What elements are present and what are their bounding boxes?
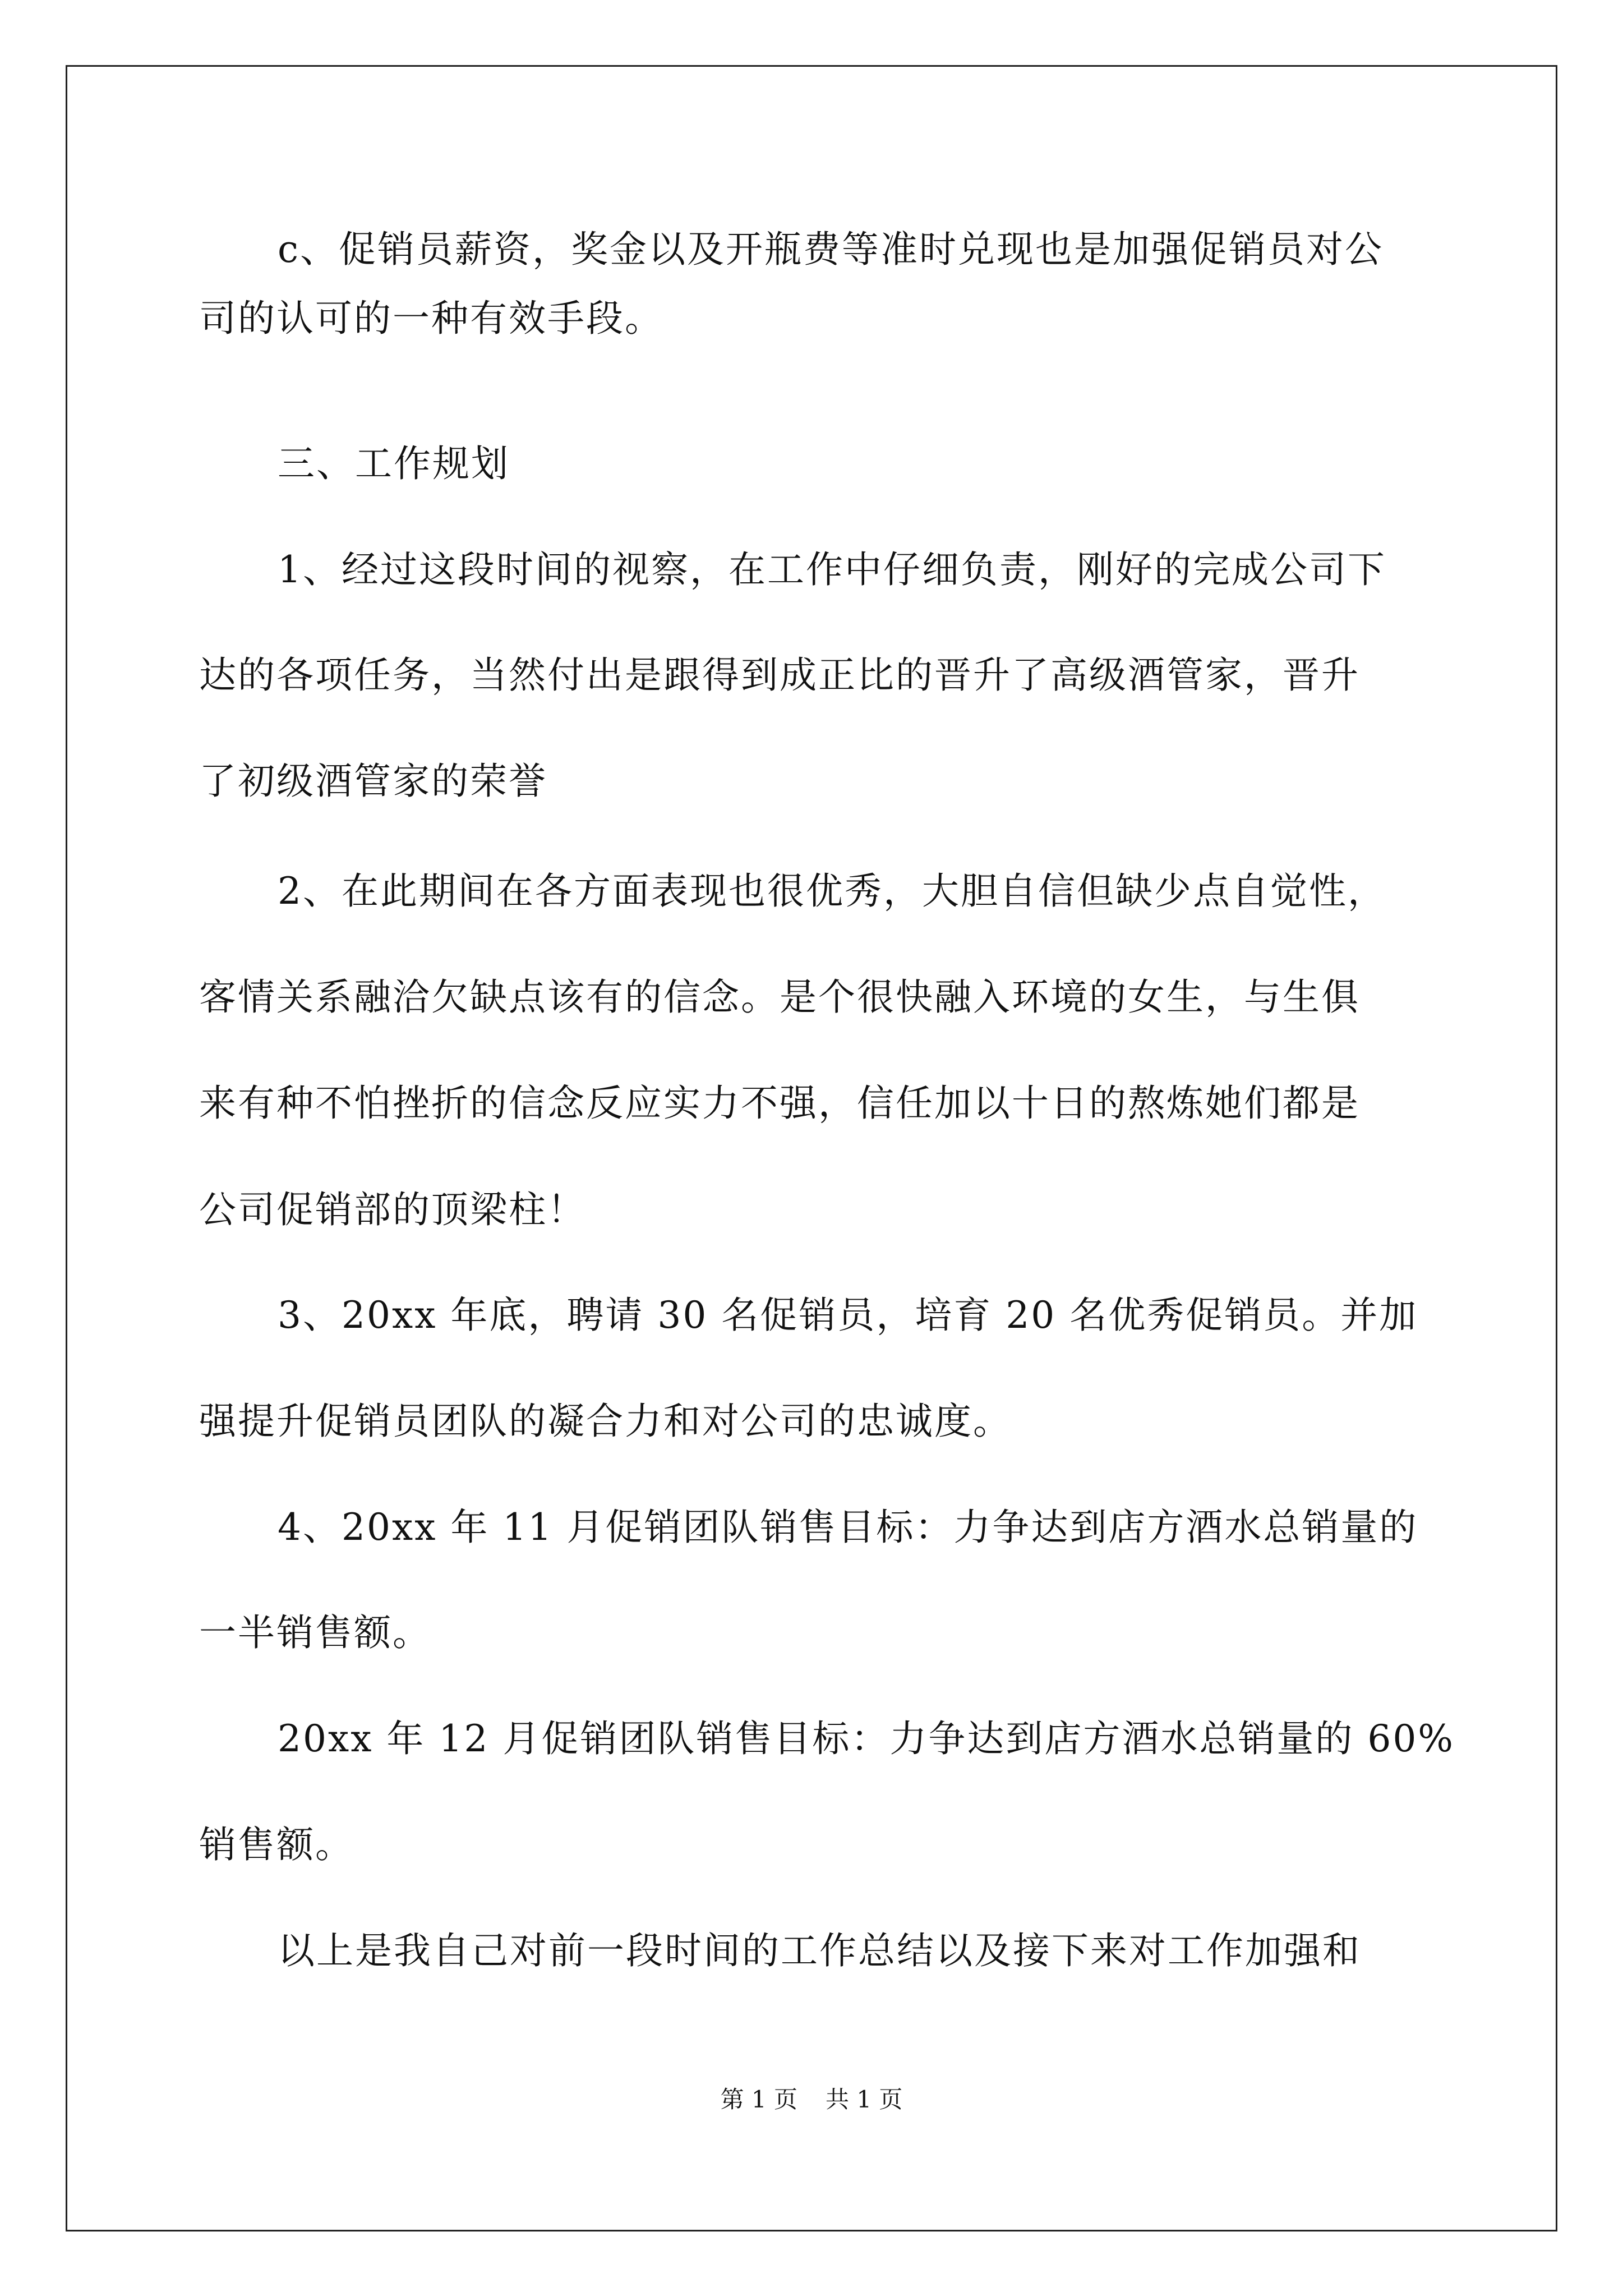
text-line: 了初级酒管家的荣誉 [199, 760, 547, 803]
text-line: 一半销售额。 [199, 1611, 431, 1654]
text-line: 来有种不怕挫折的信念反应实力不强，信任加以十日的熬炼她们都是 [199, 1082, 1360, 1125]
page-number: 第 1 页 [720, 2086, 797, 2113]
text-line: c、促销员薪资，奖金以及开瓶费等准时兑现也是加强促销员对公 [278, 228, 1384, 271]
page-footer [0, 2086, 1623, 2114]
text-line: 强提升促销员团队的凝合力和对公司的忠诚度。 [199, 1400, 1012, 1443]
text-line: 公司促销部的顶梁柱！ [199, 1188, 586, 1231]
text-line: 2、在此期间在各方面表现也很优秀，大胆自信但缺少点自觉性， [278, 869, 1386, 913]
text-line: 司的认可的一种有效手段。 [199, 297, 663, 340]
section-heading: 三、工作规划 [278, 442, 510, 485]
text-line: 4、20xx 年 11 月促销团队销售目标：力争达到店方酒水总销量的 [278, 1506, 1418, 1549]
text-line: 以上是我自己对前一段时间的工作总结以及接下来对工作加强和 [278, 1929, 1361, 1972]
text-line: 3、20xx 年底，聘请 30 名促销员，培育 20 名优秀促销员。并加 [278, 1294, 1418, 1337]
text-line: 客情关系融洽欠缺点该有的信念。是个很快融入环境的女生，与生俱 [199, 976, 1360, 1019]
text-line: 1、经过这段时间的视察，在工作中仔细负责，刚好的完成公司下 [278, 548, 1386, 591]
page-count: 共 1 页 [826, 2086, 903, 2113]
text-line: 20xx 年 12 月促销团队销售目标：力争达到店方酒水总销量的 60% [278, 1717, 1455, 1760]
text-line: 达的各项任务，当然付出是跟得到成正比的晋升了高级酒管家，晋升 [199, 654, 1360, 697]
text-line: 销售额。 [199, 1823, 354, 1866]
page-border [66, 65, 1557, 2231]
